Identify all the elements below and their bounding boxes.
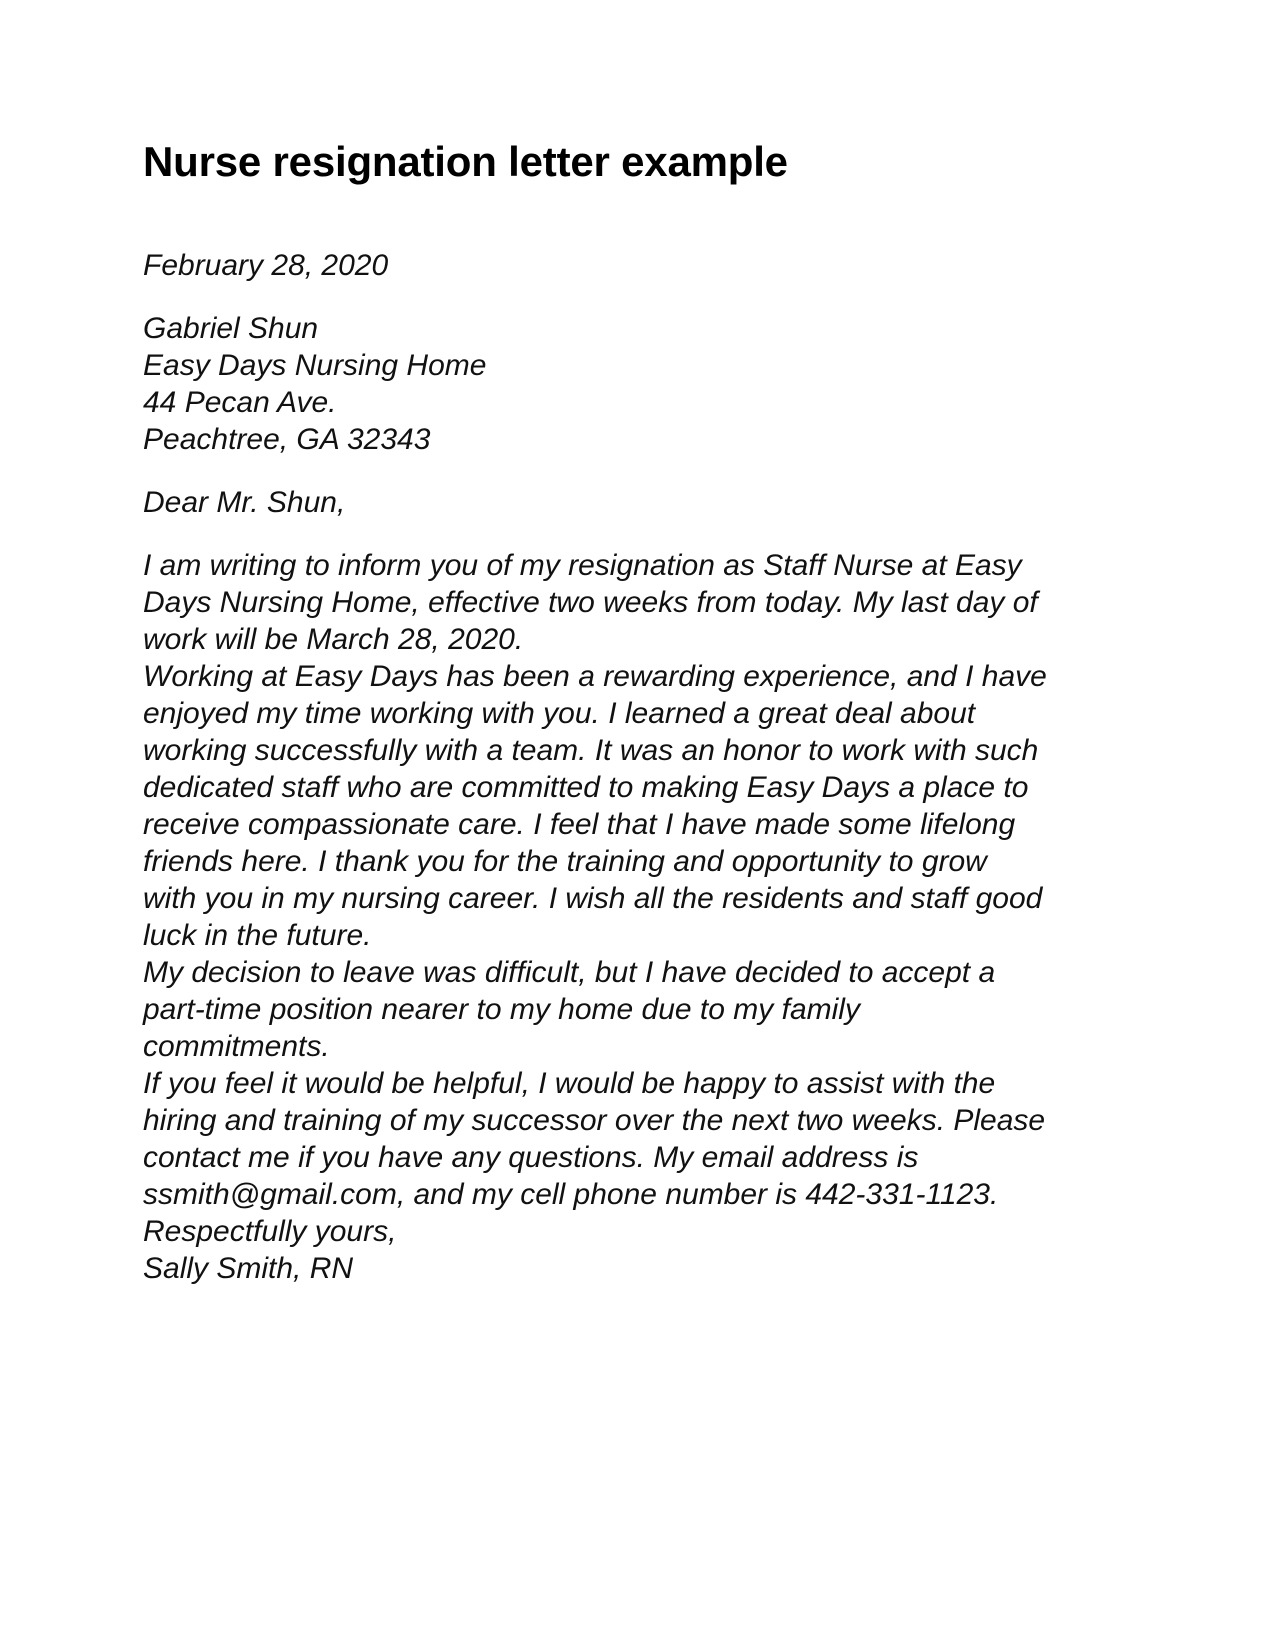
- salutation: Dear Mr. Shun,: [143, 486, 346, 520]
- recipient-city-state-zip: Peachtree, GA 32343: [143, 423, 431, 457]
- body-paragraph-2: Working at Easy Days has been a rewarding experience, and I have enjoyed my time working with you. I learned a great deal about working successfully with a team. It was an honor to work with such dedicated staff who are committed to making Easy Days a place to receive compassionate care. I feel that I have made some lifelong friends here. I thank you for the training and opportunity to grow with you in my nursing career. I wish all the residents and staff good luck in the future.: [143, 660, 1047, 953]
- recipient-name: Gabriel Shun: [143, 312, 319, 346]
- letter-body: [143, 247, 1048, 1287]
- body-paragraph-3: My decision to leave was difficult, but I have decided to accept a part-time position nearer to my home due to my family commitments.: [143, 956, 996, 1064]
- letter-date: February 28, 2020: [143, 249, 389, 283]
- recipient-organization: Easy Days Nursing Home: [143, 349, 487, 383]
- page-title: Nurse resignation letter example: [143, 138, 788, 185]
- signature-name: Sally Smith, RN: [143, 1252, 354, 1286]
- letter-date-block: [143, 247, 1048, 284]
- closing-salutation: Respectfully yours,: [143, 1215, 397, 1249]
- recipient-street: 44 Pecan Ave.: [143, 386, 337, 420]
- salutation-block: [143, 484, 1048, 521]
- body-paragraph-4: If you feel it would be helpful, I would be happy to assist with the hiring and training of my successor over the next two weeks. Please contact me if you have any questions. My email address is ssmith@gmail.com, and my cell phone number is 442-331-1123.: [143, 1067, 1046, 1212]
- body-paragraph-1: I am writing to inform you of my resignation as Staff Nurse at Easy Days Nursing Home, effective two weeks from today. My last day of work will be March 28, 2020.: [143, 549, 1038, 657]
- recipient-address-block: [143, 310, 1048, 458]
- letter-content: [143, 138, 1048, 1287]
- closing-block: [143, 1213, 1048, 1287]
